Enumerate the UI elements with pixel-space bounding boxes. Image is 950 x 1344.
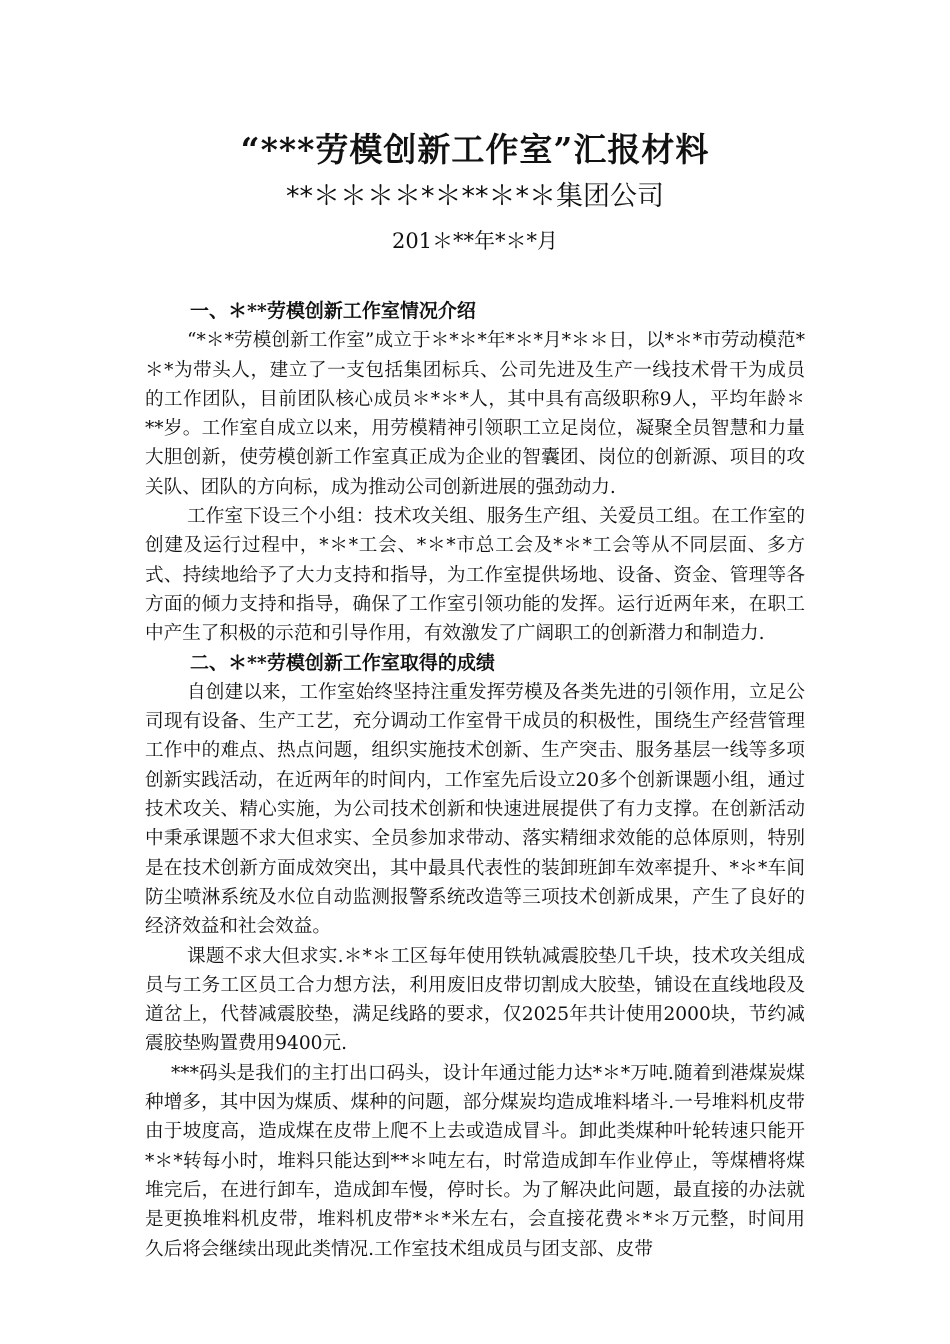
document-date: 201＊**年*＊*月: [391, 229, 559, 253]
paragraph: 工作室下设三个小组：技术攻关组、服务生产组、关爱员工组。在工作室的创建及运行过程中，*＊*工会、*＊*市总工会及*＊*工会等从不同层面、多方式、持续地给予了大力支持和指导，为工作室提供场地、设备、资金、管理等各方面的倾力支持和指导，确保了工作室引领功能的发挥。运行近两年来，在职工中产生了积极的示范和引导作用，有效激发了广阔职工的创新潜力和制造力.: [145, 506, 805, 645]
paragraph: 自创建以来，工作室始终坚持注重发挥劳模及各类先进的引领作用，立足公司现有设备、生产工艺，充分调动工作室骨干成员的积极性，围绕生产经营管理工作中的难点、热点问题，组织实施技术创新、生产突击、服务基层一线等多项创新实践活动，在近两年的时间内，工作室先后设立20多个创新课题小组，通过技术攻关、精心实施，为公司技术创新和快速进展提供了有力支撑。在创新活动中秉承课题不求大但求实、全员参加求带动、落实精细求效能的总体原则，特别是在技术创新方面成效突出，其中最具代表性的装卸班卸车效率提升、*＊*车间防尘喷淋系统及水位自动监测报警系统改造等三项技术创新成果，产生了良好的经济效益和社会效益。: [145, 681, 805, 938]
section-heading: 二、＊**劳模创新工作室取得的成绩: [190, 651, 495, 674]
organization-name: **＊＊＊＊*＊**＊*＊集团公司: [286, 181, 664, 212]
paragraph: ***码头是我们的主打出口码头，设计年通过能力达*＊*万吨.随着到港煤炭煤种增多，其中因为煤质、煤种的问题，部分煤炭均造成堆料堵斗.一号堆料机皮带由于坡度高，造成煤在皮带上爬不上去或造成冒斗。卸此类煤种叶轮转速只能开*＊*转每小时，堆料只能达到**＊吨左右，时常造成卸车作业停止，等煤槽将煤堆完后，在进行卸车，造成卸车慢，停时长。为了解决此问题，最直接的办法就是更换堆料机皮带，堆料机皮带*＊*米左右，会直接花费＊*＊万元整，时间用久后将会继续出现此类情况.工作室技术组成员与团支部、皮带: [145, 1062, 805, 1260]
paragraph: “*＊*劳模创新工作室”成立于＊*＊*年*＊*月*＊＊日，以*＊*市劳动模范*＊*为带头人，建立了一支包括集团标兵、公司先进及生产一线技术骨干为成员的工作团队，目前团队核心成员＊*＊*人，其中具有高级职称9人，平均年龄＊**岁。工作室自成立以来，用劳模精神引领职工立足岗位，凝聚全员智慧和力量大胆创新，使劳模创新工作室真正成为企业的智囊团、岗位的创新源、项目的攻关队、团队的方向标，成为推动公司创新进展的强劲动力.: [145, 330, 805, 498]
document-title: “***劳模创新工作室”汇报材料: [240, 130, 710, 169]
paragraph: 课题不求大但求实.＊*＊工区每年使用铁轨减震胶垫几千块，技术攻关组成员与工务工区员工合力想方法，利用废旧皮带切割成大胶垫，铺设在直线地段及道岔上，代替减震胶垫，满足线路的要求，仅2025年共计使用2000块，节约减震胶垫购置费用9400元.: [145, 945, 805, 1055]
section-heading: 一、＊**劳模创新工作室情况介绍: [190, 300, 476, 322]
document-body: [145, 297, 805, 1264]
